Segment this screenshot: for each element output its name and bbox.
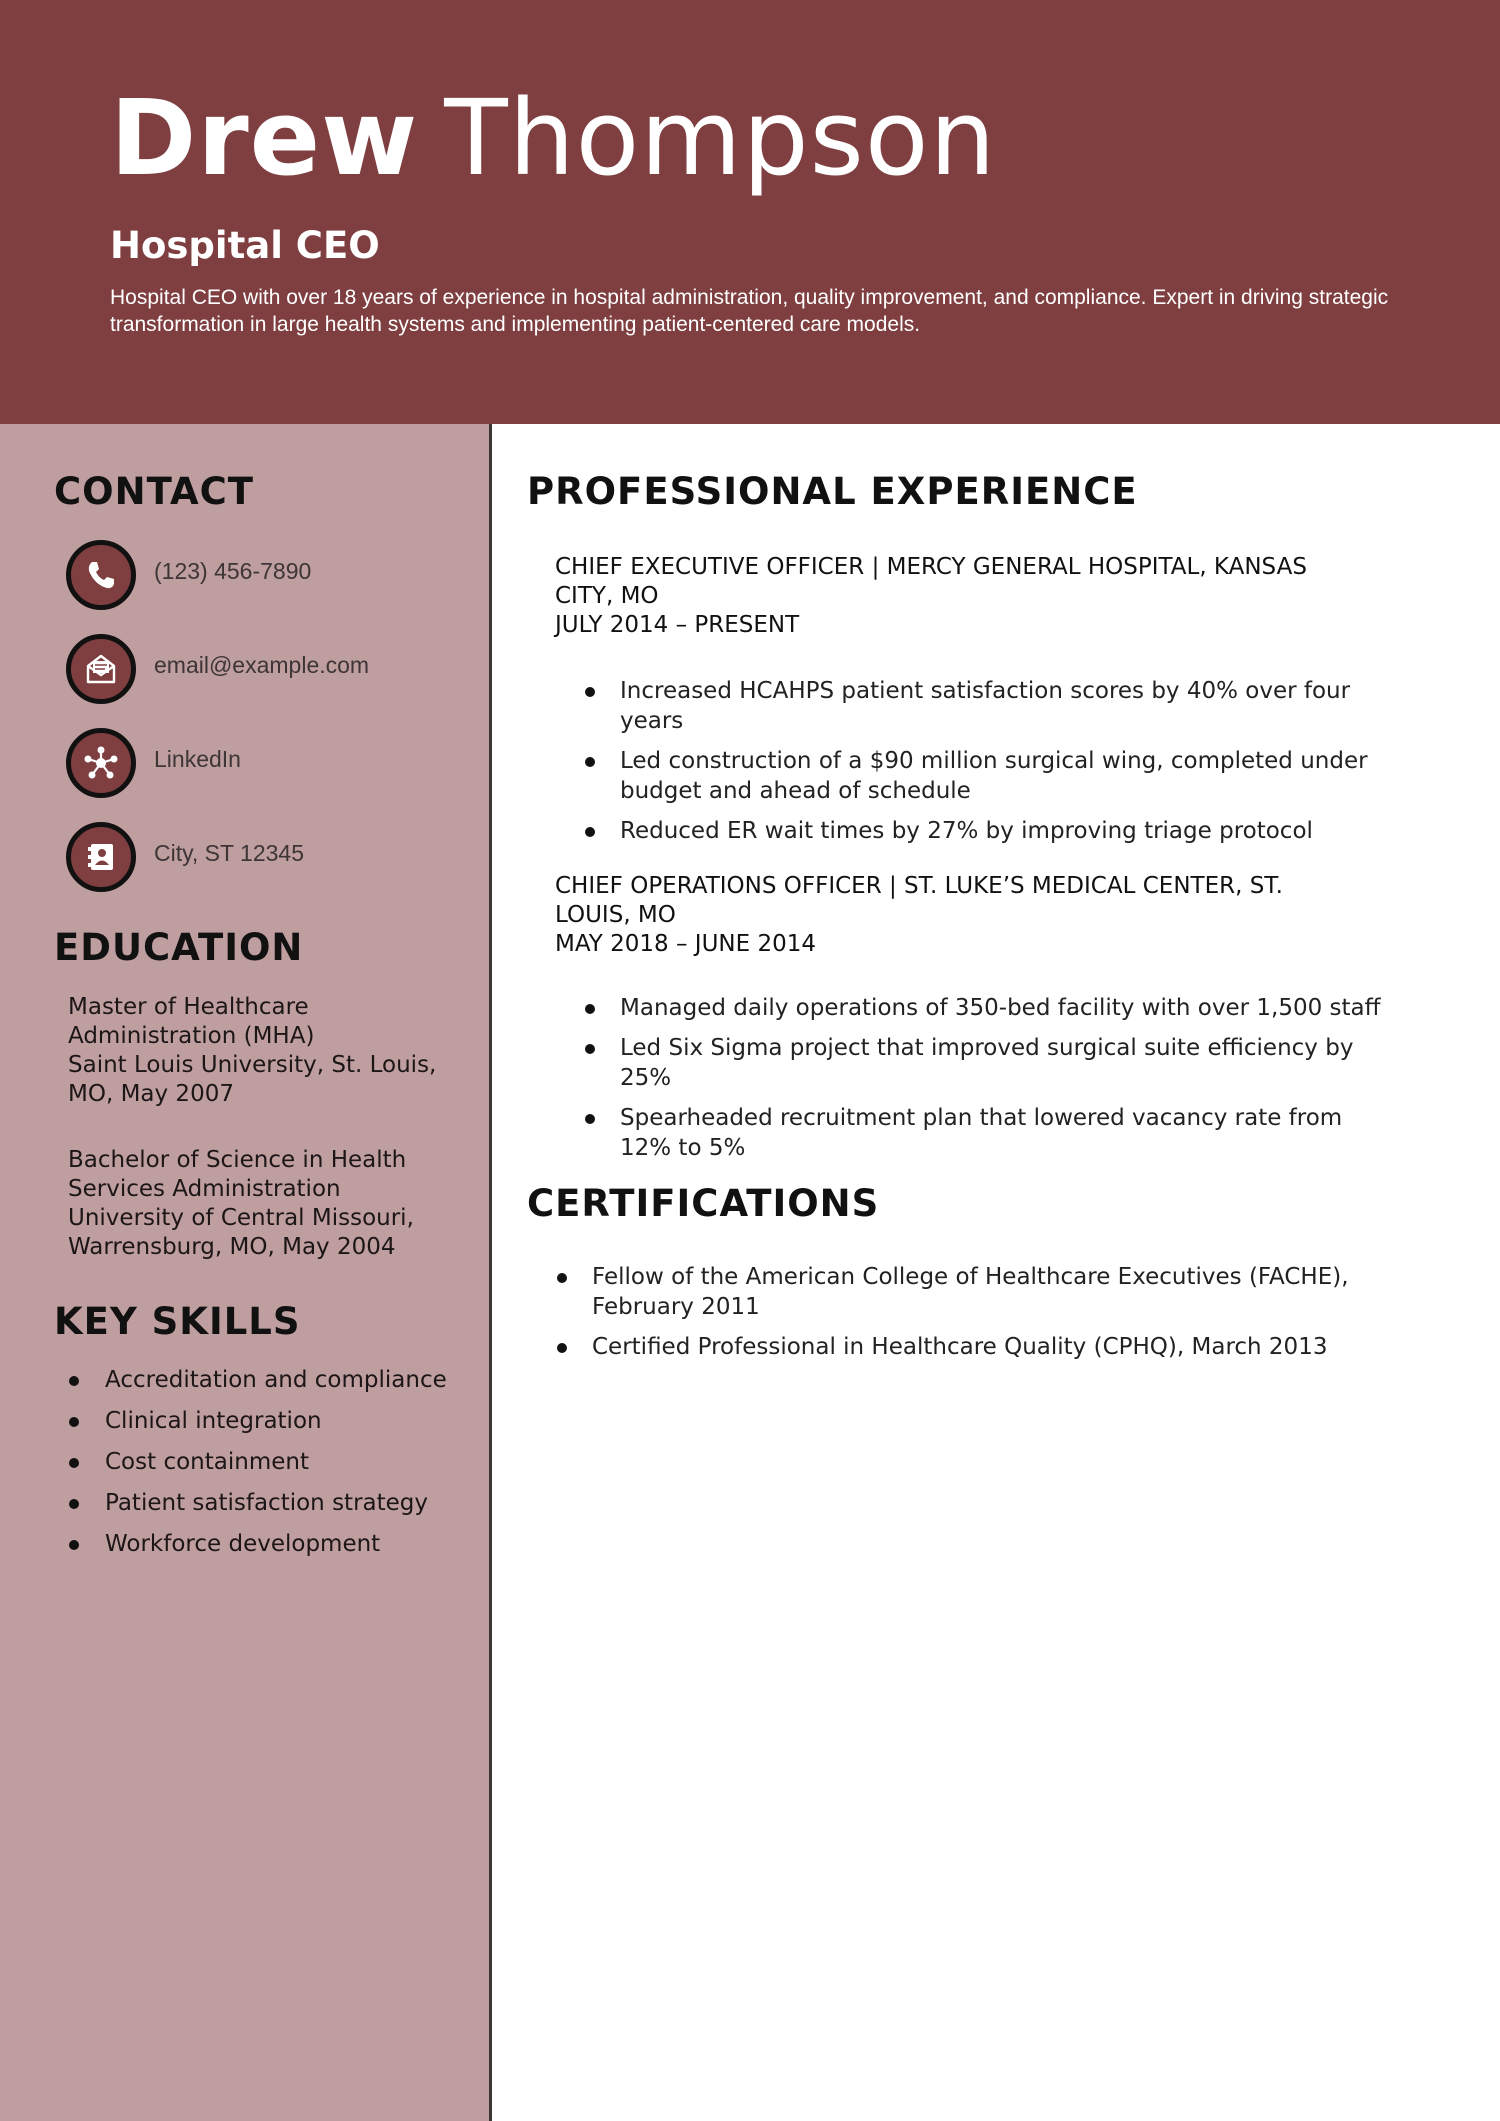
education-heading: EDUCATION	[54, 926, 304, 969]
skill-item: Patient satisfaction strategy	[66, 1483, 466, 1524]
phone-text: (123) 456-7890	[154, 558, 312, 584]
certifications-heading: CERTIFICATIONS	[527, 1182, 880, 1225]
last-name: Thompson	[444, 77, 997, 199]
first-name: Drew	[110, 77, 419, 199]
skill-item: Cost containment	[66, 1442, 466, 1483]
experience-heading: PROFESSIONAL EXPERIENCE	[527, 470, 1138, 513]
certification-item: Certified Professional in Healthcare Quality (CPHQ), March 2013	[552, 1332, 1352, 1362]
job-bullet: Led Six Sigma project that improved surgical suite efficiency by 25%	[580, 1033, 1400, 1093]
linkedin-text: LinkedIn	[154, 746, 241, 772]
education-entry	[68, 993, 458, 1109]
email-text: email@example.com	[154, 652, 370, 678]
job-dates: MAY 2018 – JUNE 2014	[555, 931, 817, 957]
job-bullet: Reduced ER wait times by 27% by improving triage protocol	[580, 816, 1400, 846]
job-dates: JULY 2014 – PRESENT	[555, 612, 800, 638]
job-title-line: CITY, MO	[555, 583, 659, 609]
education-line: Services Administration	[68, 1176, 341, 1202]
job-title-line: LOUIS, MO	[555, 902, 676, 928]
summary: Hospital CEO with over 18 years of experience in hospital administration, quality improvement, and compliance. Expert in driving strategic transformation in large health systems and implementing patient-centered care models.	[110, 286, 1389, 336]
skills-heading: KEY SKILLS	[54, 1300, 301, 1343]
education-line: University of Central Missouri,	[68, 1205, 414, 1231]
job-bullet: Led construction of a $90 million surgical wing, completed under budget and ahead of schedule	[580, 746, 1400, 806]
education-line: Warrensburg, MO, May 2004	[68, 1234, 396, 1260]
skills-list	[66, 1360, 466, 1565]
job-bullet: Managed daily operations of 350-bed facility with over 1,500 staff	[580, 993, 1400, 1023]
education-line: Administration (MHA)	[68, 1023, 315, 1049]
job-bullets	[580, 676, 1400, 856]
education-line: Saint Louis University, St. Louis,	[68, 1052, 437, 1078]
education-line: Bachelor of Science in Health	[68, 1147, 407, 1173]
education-line: Master of Healthcare	[68, 994, 309, 1020]
contact-heading: CONTACT	[54, 470, 254, 513]
candidate-name	[110, 77, 997, 199]
email-icon	[66, 634, 136, 704]
job-title-line: CHIEF OPERATIONS OFFICER | ST. LUKE’S MEDICAL CENTER, ST.	[555, 873, 1283, 899]
address-text: City, ST 12345	[154, 840, 305, 866]
education-entry	[68, 1146, 458, 1262]
education-line: MO, May 2007	[68, 1081, 234, 1107]
skill-item: Workforce development	[66, 1524, 466, 1565]
job-bullet: Increased HCAHPS patient satisfaction scores by 40% over four years	[580, 676, 1400, 736]
network-icon	[66, 728, 136, 798]
certification-item: Fellow of the American College of Healthcare Executives (FACHE), February 2011	[552, 1262, 1352, 1322]
job-bullet: Spearheaded recruitment plan that lowered vacancy rate from 12% to 5%	[580, 1103, 1400, 1163]
phone-icon	[66, 540, 136, 610]
certifications-list	[552, 1262, 1352, 1372]
job-title: Hospital CEO	[110, 224, 380, 267]
job-bullets	[580, 993, 1400, 1173]
job-header	[555, 872, 1385, 959]
job-title-line: CHIEF EXECUTIVE OFFICER | MERCY GENERAL HOSPITAL, KANSAS	[555, 554, 1307, 580]
skill-item: Accreditation and compliance	[66, 1360, 466, 1401]
job-header	[555, 553, 1385, 640]
header-banner	[0, 0, 1500, 424]
skill-item: Clinical integration	[66, 1401, 466, 1442]
address-book-icon	[66, 822, 136, 892]
